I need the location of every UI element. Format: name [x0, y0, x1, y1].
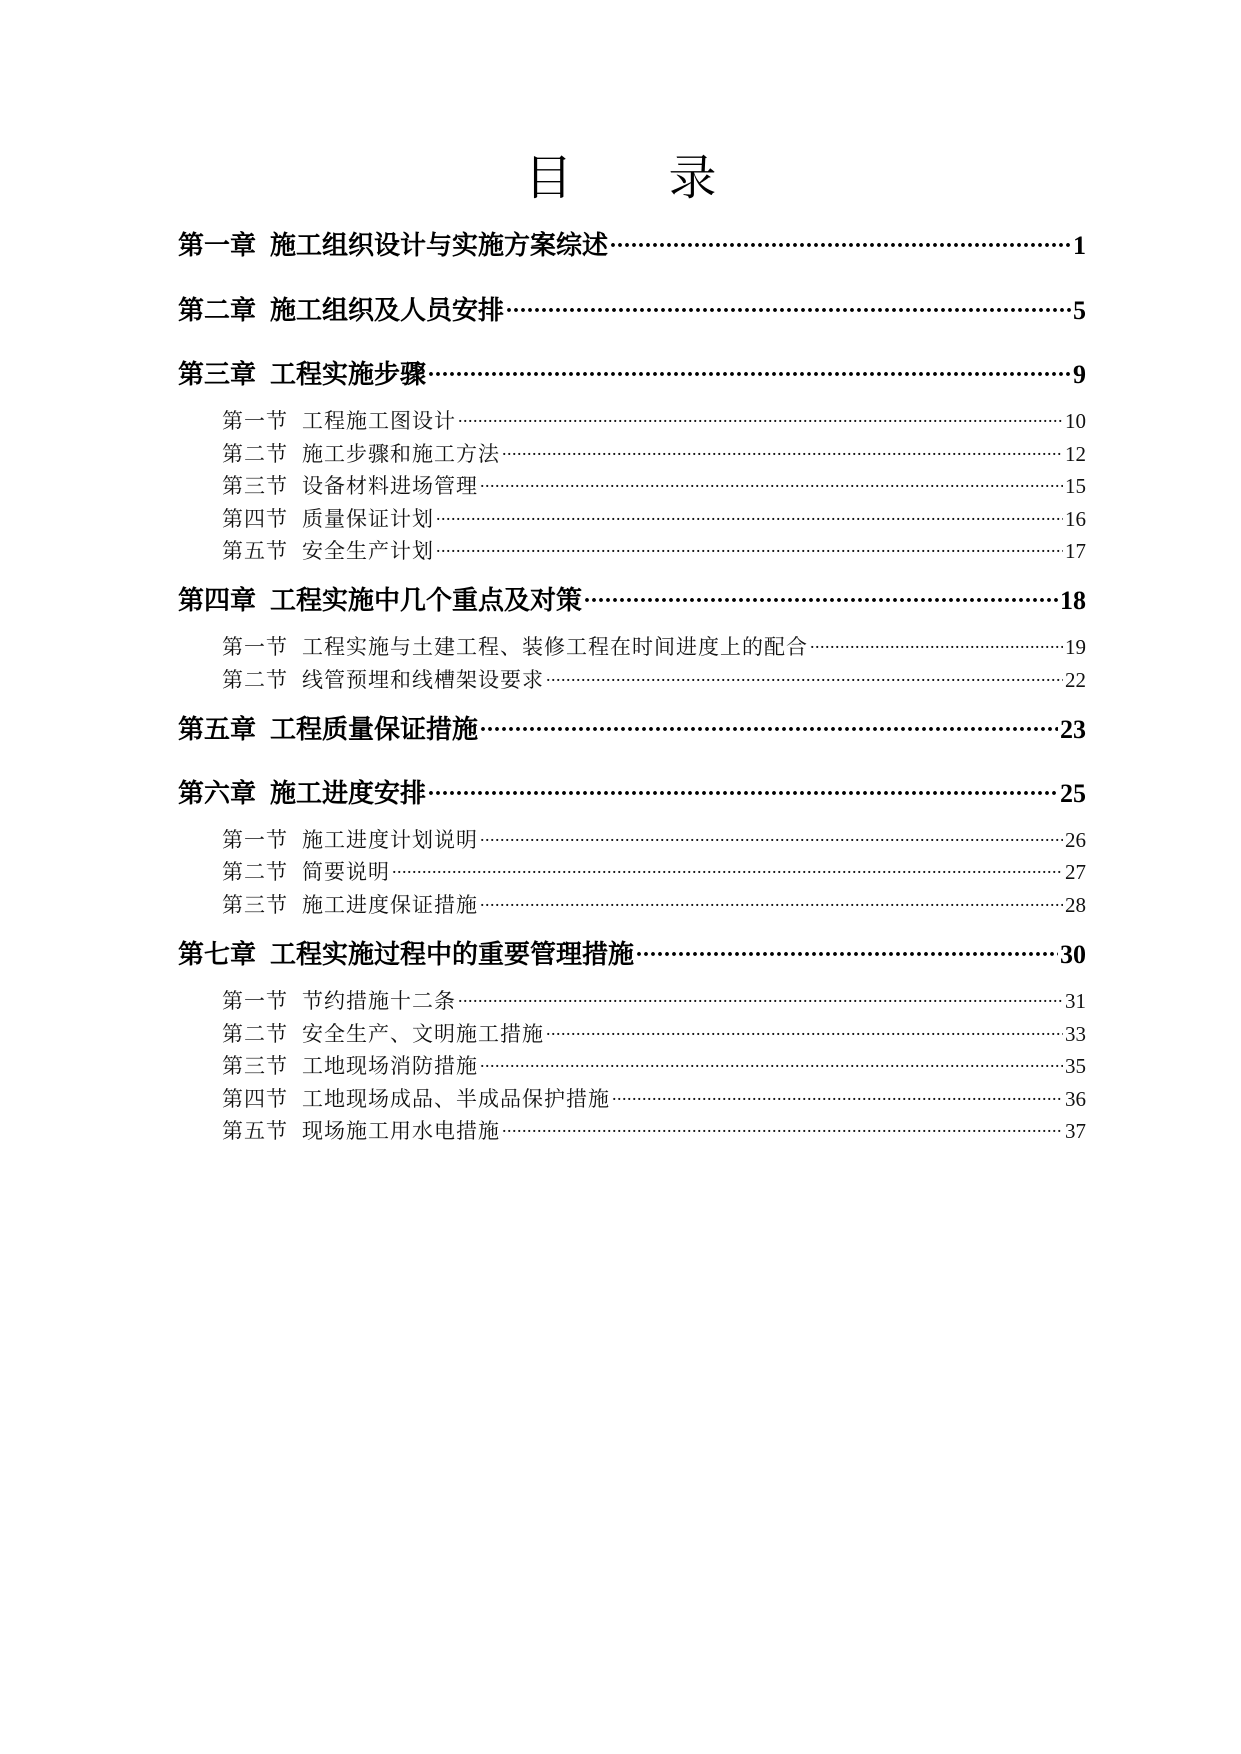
page-number: 28: [1065, 893, 1086, 917]
title-char-2: 录: [668, 150, 717, 206]
section-number: 第一节: [222, 989, 288, 1013]
dot-leader: [610, 228, 1071, 254]
toc-chapter-5[interactable]: [178, 712, 1086, 746]
dot-leader: [810, 633, 1063, 654]
toc-section[interactable]: [222, 1052, 1086, 1080]
page-number: 30: [1060, 940, 1086, 969]
toc-chapter-1[interactable]: [178, 228, 1086, 262]
section-title: 设备材料进场管理: [302, 474, 478, 498]
section-title: 现场施工用水电措施: [302, 1119, 500, 1143]
dot-leader: [458, 407, 1063, 428]
page-number: 36: [1065, 1087, 1086, 1111]
chapter-number: 第七章: [178, 940, 257, 970]
section-number: 第二节: [222, 1022, 288, 1046]
toc-chapter-2[interactable]: [178, 293, 1086, 327]
page-number: 1: [1073, 231, 1086, 260]
chapter-number: 第四章: [178, 586, 257, 616]
chapter-title: 施工组织及人员安排: [270, 296, 505, 326]
toc-section[interactable]: [222, 407, 1086, 435]
chapter-title: 工程质量保证措施: [270, 715, 479, 745]
dot-leader: [392, 858, 1063, 879]
dot-leader: [506, 293, 1071, 319]
section-title: 施工步骤和施工方法: [302, 442, 500, 466]
page-number: 16: [1065, 507, 1086, 531]
page-number: 23: [1060, 715, 1086, 744]
section-title: 线管预埋和线槽架设要求: [302, 668, 544, 692]
chapter-number: 第一章: [178, 231, 257, 261]
toc-section[interactable]: [222, 987, 1086, 1015]
section-title: 安全生产计划: [302, 539, 434, 563]
toc-chapter-4[interactable]: [178, 583, 1086, 617]
section-number: 第四节: [222, 1087, 288, 1111]
chapter-title: 工程实施过程中的重要管理措施: [270, 940, 635, 970]
page-number: 26: [1065, 828, 1086, 852]
chapter-number: 第六章: [178, 779, 257, 809]
chapter-number: 第三章: [178, 360, 257, 390]
section-title: 施工进度保证措施: [302, 893, 478, 917]
page-number: 19: [1065, 635, 1086, 659]
page-number: 37: [1065, 1119, 1086, 1143]
toc-section[interactable]: [222, 472, 1086, 500]
section-title: 工地现场消防措施: [302, 1054, 478, 1078]
section-number: 第一节: [222, 635, 288, 659]
page-number: 5: [1073, 296, 1086, 325]
dot-leader: [428, 776, 1058, 802]
toc-section[interactable]: [222, 505, 1086, 533]
title-char-1: 目: [524, 150, 573, 206]
dot-leader: [502, 440, 1063, 461]
section-title: 安全生产、文明施工措施: [302, 1022, 544, 1046]
page-number: 33: [1065, 1022, 1086, 1046]
dot-leader: [612, 1085, 1063, 1106]
toc-section[interactable]: [222, 1020, 1086, 1048]
toc-section[interactable]: [222, 1085, 1086, 1113]
dot-leader: [436, 505, 1063, 526]
section-title: 施工进度计划说明: [302, 828, 478, 852]
chapter-title: 施工进度安排: [270, 779, 427, 809]
page-title: [0, 148, 1241, 208]
dot-leader: [636, 937, 1058, 963]
section-title: 简要说明: [302, 860, 390, 884]
page-number: 15: [1065, 474, 1086, 498]
toc-section[interactable]: [222, 891, 1086, 919]
chapter-title: 工程实施中几个重点及对策: [270, 586, 583, 616]
dot-leader: [480, 712, 1058, 738]
toc-section[interactable]: [222, 826, 1086, 854]
section-title: 工地现场成品、半成品保护措施: [302, 1087, 610, 1111]
chapter-number: 第五章: [178, 715, 257, 745]
toc-chapter-7[interactable]: [178, 937, 1086, 971]
page-number: 18: [1060, 586, 1086, 615]
toc-chapter-3[interactable]: [178, 357, 1086, 391]
dot-leader: [546, 666, 1063, 687]
toc-section[interactable]: [222, 666, 1086, 694]
section-title: 工程施工图设计: [302, 409, 456, 433]
page-number: 10: [1065, 409, 1086, 433]
section-number: 第二节: [222, 860, 288, 884]
page-number: 9: [1073, 360, 1086, 389]
toc-section[interactable]: [222, 633, 1086, 661]
section-number: 第一节: [222, 409, 288, 433]
section-number: 第二节: [222, 442, 288, 466]
page-number: 22: [1065, 668, 1086, 692]
toc-section[interactable]: [222, 440, 1086, 468]
dot-leader: [436, 537, 1063, 558]
section-title: 节约措施十二条: [302, 989, 456, 1013]
toc-chapter-6[interactable]: [178, 776, 1086, 810]
section-number: 第四节: [222, 507, 288, 531]
page-number: 35: [1065, 1054, 1086, 1078]
dot-leader: [584, 583, 1058, 609]
dot-leader: [480, 472, 1063, 493]
page-number: 12: [1065, 442, 1086, 466]
dot-leader: [480, 826, 1063, 847]
page-number: 31: [1065, 989, 1086, 1013]
dot-leader: [502, 1117, 1063, 1138]
toc-section[interactable]: [222, 537, 1086, 565]
chapter-title: 工程实施步骤: [270, 360, 427, 390]
chapter-number: 第二章: [178, 296, 257, 326]
section-number: 第五节: [222, 539, 288, 563]
toc-section[interactable]: [222, 1117, 1086, 1145]
section-title: 工程实施与土建工程、装修工程在时间进度上的配合: [302, 635, 808, 659]
page-number: 17: [1065, 539, 1086, 563]
section-number: 第二节: [222, 668, 288, 692]
dot-leader: [480, 1052, 1063, 1073]
section-number: 第三节: [222, 893, 288, 917]
dot-leader: [480, 891, 1063, 912]
section-number: 第一节: [222, 828, 288, 852]
page-number: 27: [1065, 860, 1086, 884]
chapter-title: 施工组织设计与实施方案综述: [270, 231, 609, 261]
toc-section[interactable]: [222, 858, 1086, 886]
section-number: 第三节: [222, 474, 288, 498]
dot-leader: [458, 987, 1063, 1008]
page-number: 25: [1060, 779, 1086, 808]
dot-leader: [428, 357, 1071, 383]
section-number: 第五节: [222, 1119, 288, 1143]
section-number: 第三节: [222, 1054, 288, 1078]
section-title: 质量保证计划: [302, 507, 434, 531]
dot-leader: [546, 1020, 1063, 1041]
